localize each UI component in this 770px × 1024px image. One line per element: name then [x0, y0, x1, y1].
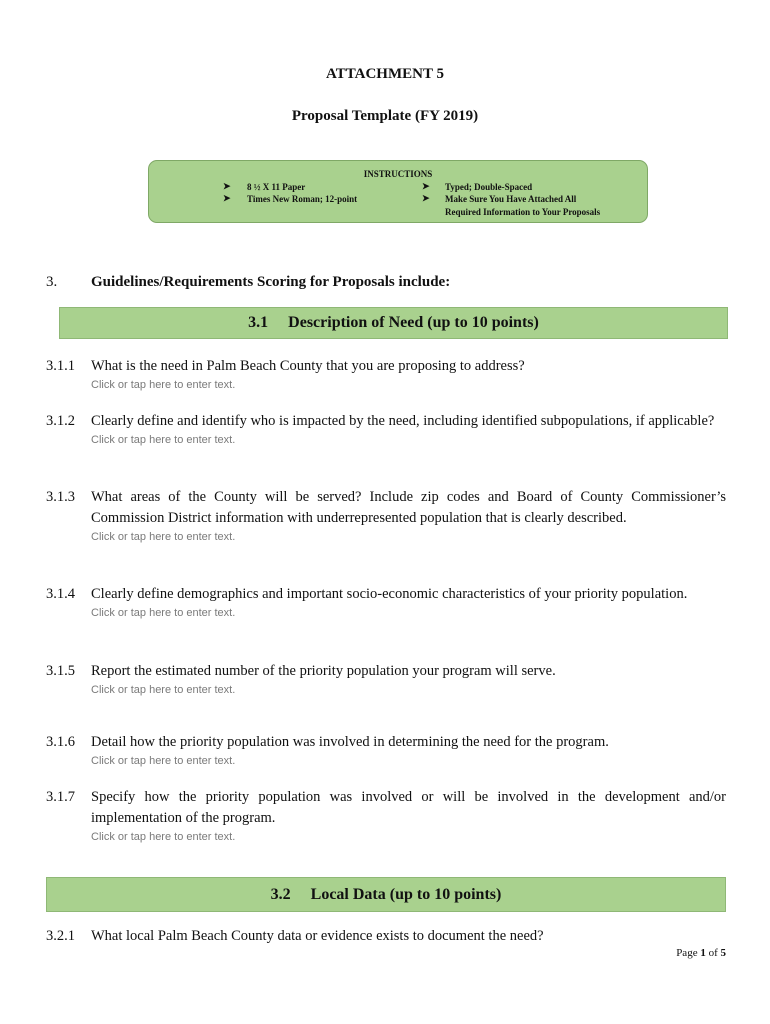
instruction-item: Required Information to Your Proposals: [445, 207, 601, 217]
question-text: What is the need in Palm Beach County that you are proposing to address?: [91, 358, 525, 374]
question-3-1-1: [46, 356, 726, 393]
question-3-1-6: [46, 732, 726, 769]
arrow-bullet-icon: ➤: [422, 181, 430, 191]
question-3-1-7: [46, 787, 726, 845]
question-number: 3.1.1: [46, 358, 75, 374]
instruction-item: Typed; Double-Spaced: [445, 182, 533, 192]
question-number: 3.2.1: [46, 928, 75, 944]
question-text: Report the estimated number of the priority population your program will serve.: [91, 663, 556, 679]
question-text: Clearly define demographics and important socio-economic characteristics of your priority population.: [91, 586, 688, 602]
instruction-item: Make Sure You Have Attached All: [445, 194, 577, 204]
question-3-1-4: [46, 584, 726, 621]
answer-field[interactable]: Click or tap here to enter text.: [91, 831, 236, 843]
instruction-item: Times New Roman; 12-point: [247, 194, 358, 204]
question-text: What local Palm Beach County data or evidence exists to document the need?: [91, 928, 544, 944]
arrow-bullet-icon: ➤: [223, 193, 231, 203]
question-3-1-3: [46, 487, 726, 545]
section-heading: Guidelines/Requirements Scoring for Proposals include:: [91, 274, 451, 290]
answer-field[interactable]: Click or tap here to enter text.: [91, 684, 236, 696]
question-text: Specify how the priority population was involved or will be involved in the development and/or implementation of the program.: [91, 789, 726, 826]
band-number: 3.1: [248, 314, 269, 331]
band-title: Local Data (up to 10 points): [310, 886, 502, 903]
band-number: 3.2: [270, 886, 291, 903]
section-number: 3.: [46, 274, 58, 290]
answer-field[interactable]: Click or tap here to enter text.: [91, 379, 236, 391]
question-number: 3.1.3: [46, 489, 75, 505]
question-number: 3.1.2: [46, 413, 75, 429]
page-label: Page: [676, 947, 698, 959]
arrow-bullet-icon: ➤: [223, 181, 231, 191]
question-number: 3.1.7: [46, 789, 75, 805]
question-3-2-1: [46, 926, 726, 947]
arrow-bullet-icon: ➤: [422, 193, 430, 203]
answer-field[interactable]: Click or tap here to enter text.: [91, 755, 236, 767]
page-of: of: [708, 947, 718, 959]
total-pages: 5: [720, 947, 726, 959]
current-page: 1: [700, 947, 706, 959]
instructions-heading: INSTRUCTIONS: [363, 169, 433, 179]
question-text: What areas of the County will be served? Include zip codes and Board of County Commissioner’s Commission District information with underrepresented population that is clearly described.: [91, 489, 726, 526]
question-text: Clearly define and identify who is impacted by the need, including identified subpopulations, if applicable?: [91, 413, 715, 429]
page-number: [640, 947, 726, 959]
question-3-1-2: [46, 411, 726, 448]
band-title: Description of Need (up to 10 points): [288, 314, 539, 331]
section-band-3-1: [59, 307, 728, 339]
answer-field[interactable]: Click or tap here to enter text.: [91, 434, 236, 446]
document-subtitle: Proposal Template (FY 2019): [291, 108, 479, 124]
section-band-3-2: [46, 877, 726, 912]
question-text: Detail how the priority population was involved in determining the need for the program.: [91, 734, 609, 750]
question-number: 3.1.4: [46, 586, 75, 602]
answer-field[interactable]: Click or tap here to enter text.: [91, 607, 236, 619]
instructions-box: [148, 160, 648, 223]
question-3-1-5: [46, 661, 726, 698]
question-number: 3.1.5: [46, 663, 75, 679]
instruction-item: 8 ½ X 11 Paper: [247, 182, 306, 192]
question-number: 3.1.6: [46, 734, 75, 750]
document-title: ATTACHMENT 5: [326, 66, 444, 82]
answer-field[interactable]: Click or tap here to enter text.: [91, 531, 236, 543]
